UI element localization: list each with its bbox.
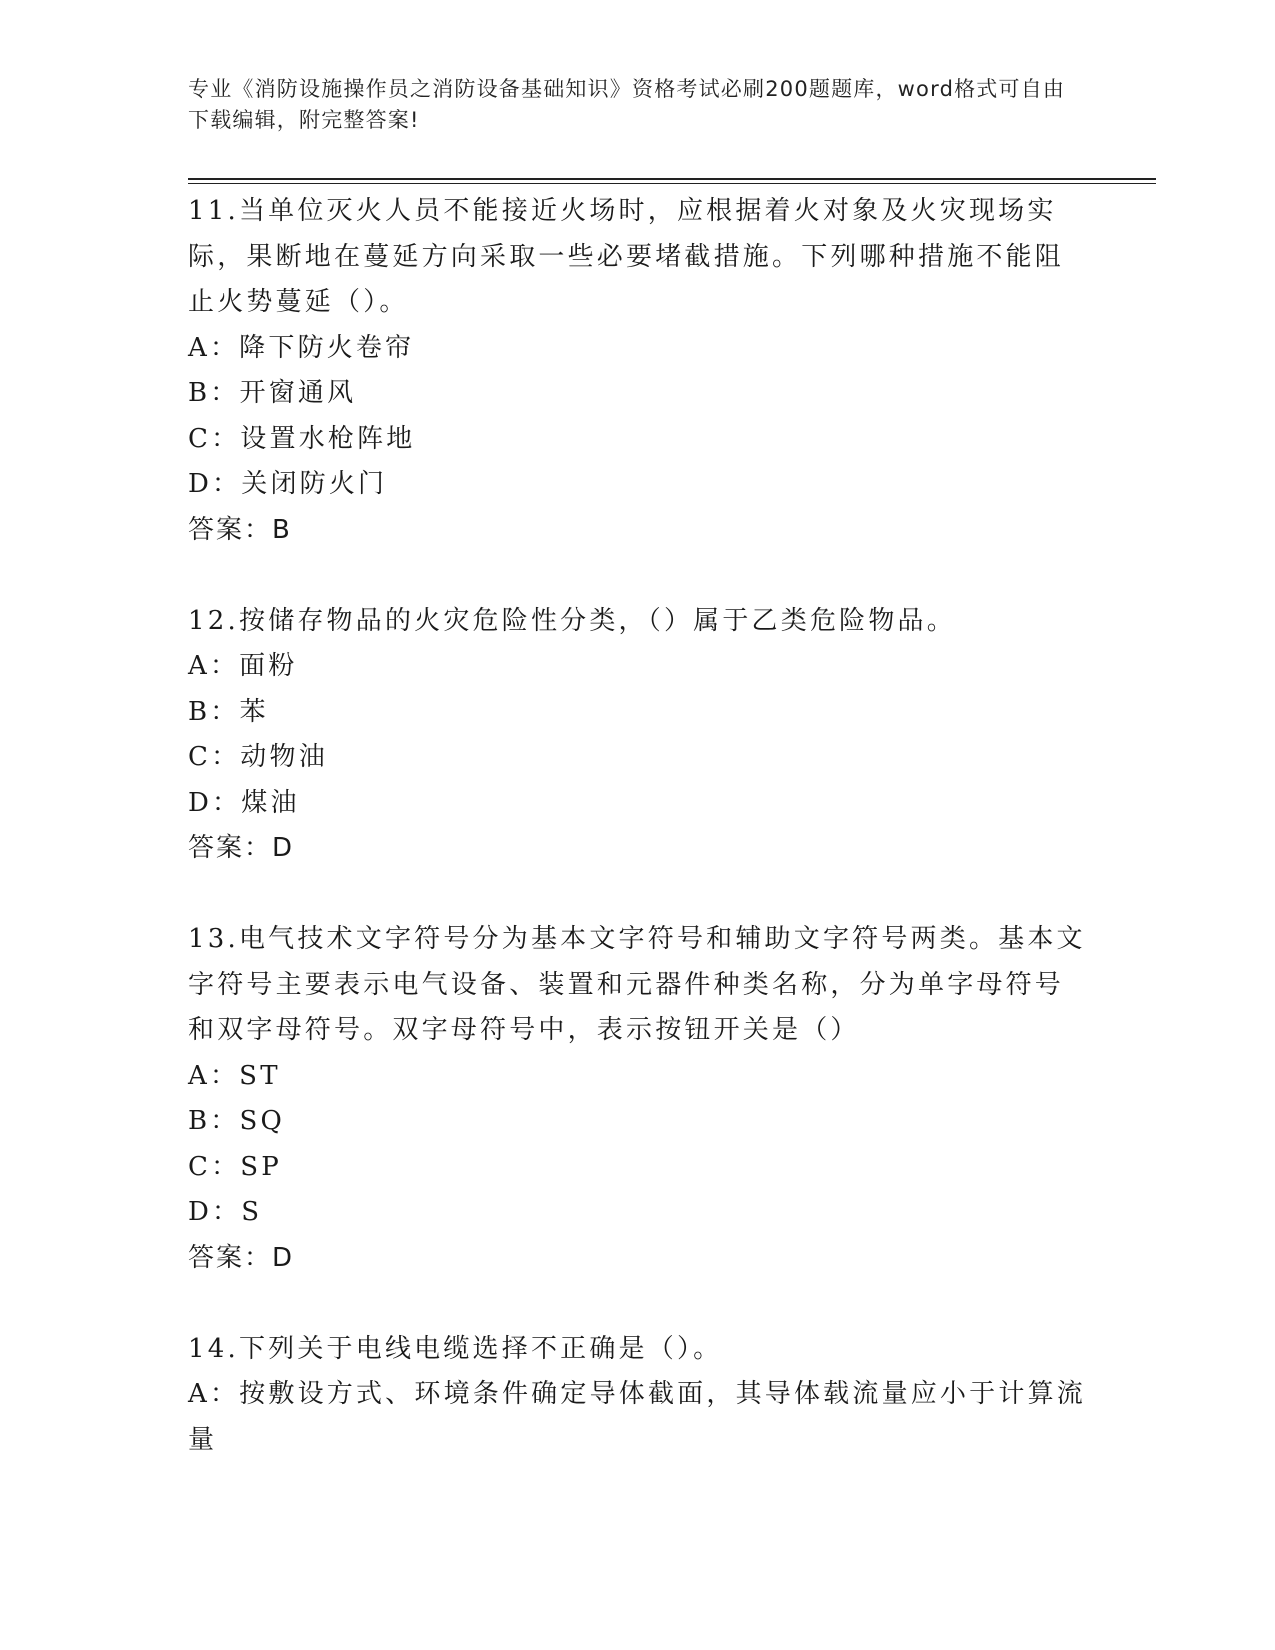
answer: 答案：D xyxy=(188,833,295,863)
header-rule-thick xyxy=(188,178,1156,180)
question-14 xyxy=(188,1327,1088,1464)
answer: 答案：B xyxy=(188,514,292,545)
option-a: A：面粉 xyxy=(188,651,298,681)
option-b: B：苯 xyxy=(188,696,269,727)
option-b: B：SQ xyxy=(188,1106,286,1136)
option-d: D：煤油 xyxy=(188,787,300,818)
header-rule-thin xyxy=(188,183,1156,184)
option-c: C：设置水枪阵地 xyxy=(188,423,416,454)
option-a: A：降下防火卷帘 xyxy=(188,332,415,363)
question-11 xyxy=(188,189,1088,553)
question-stem: 13.电气技术文字符号分为基本文字符号和辅助文字符号两类。基本文字符号主要表示电气设备、装置和元器件种类名称，分为单字母符号和双字母符号。双字母符号中，表示按钮开关是（） xyxy=(188,924,1086,1045)
option-b: B：开窗通风 xyxy=(188,378,357,408)
question-stem: 11.当单位灭火人员不能接近火场时，应根据着火对象及火灾现场实际，果断地在蔓延方向采取一些必要堵截措施。下列哪种措施不能阻止火势蔓延（）。 xyxy=(188,196,1065,317)
answer: 答案：D xyxy=(188,1242,295,1273)
question-12 xyxy=(188,599,1088,872)
option-a: A：按敷设方式、环境条件确定导体截面，其导体载流量应小于计算流量 xyxy=(188,1379,1086,1455)
option-a: A：ST xyxy=(188,1060,281,1091)
option-c: C：动物油 xyxy=(188,742,328,772)
question-stem: 14.下列关于电线电缆选择不正确是（）。 xyxy=(188,1333,723,1364)
document-header: 专业《消防设施操作员之消防设备基础知识》资格考试必刷200题题库，word格式可自由下载编辑，附完整答案! xyxy=(188,77,1066,132)
option-d: D：S xyxy=(188,1197,263,1227)
question-list xyxy=(188,189,1088,1509)
option-c: C：SP xyxy=(188,1151,282,1182)
question-stem: 12.按储存物品的火灾危险性分类，（）属于乙类危险物品。 xyxy=(188,605,956,636)
option-d: D：关闭防火门 xyxy=(188,469,388,499)
question-13 xyxy=(188,917,1088,1281)
